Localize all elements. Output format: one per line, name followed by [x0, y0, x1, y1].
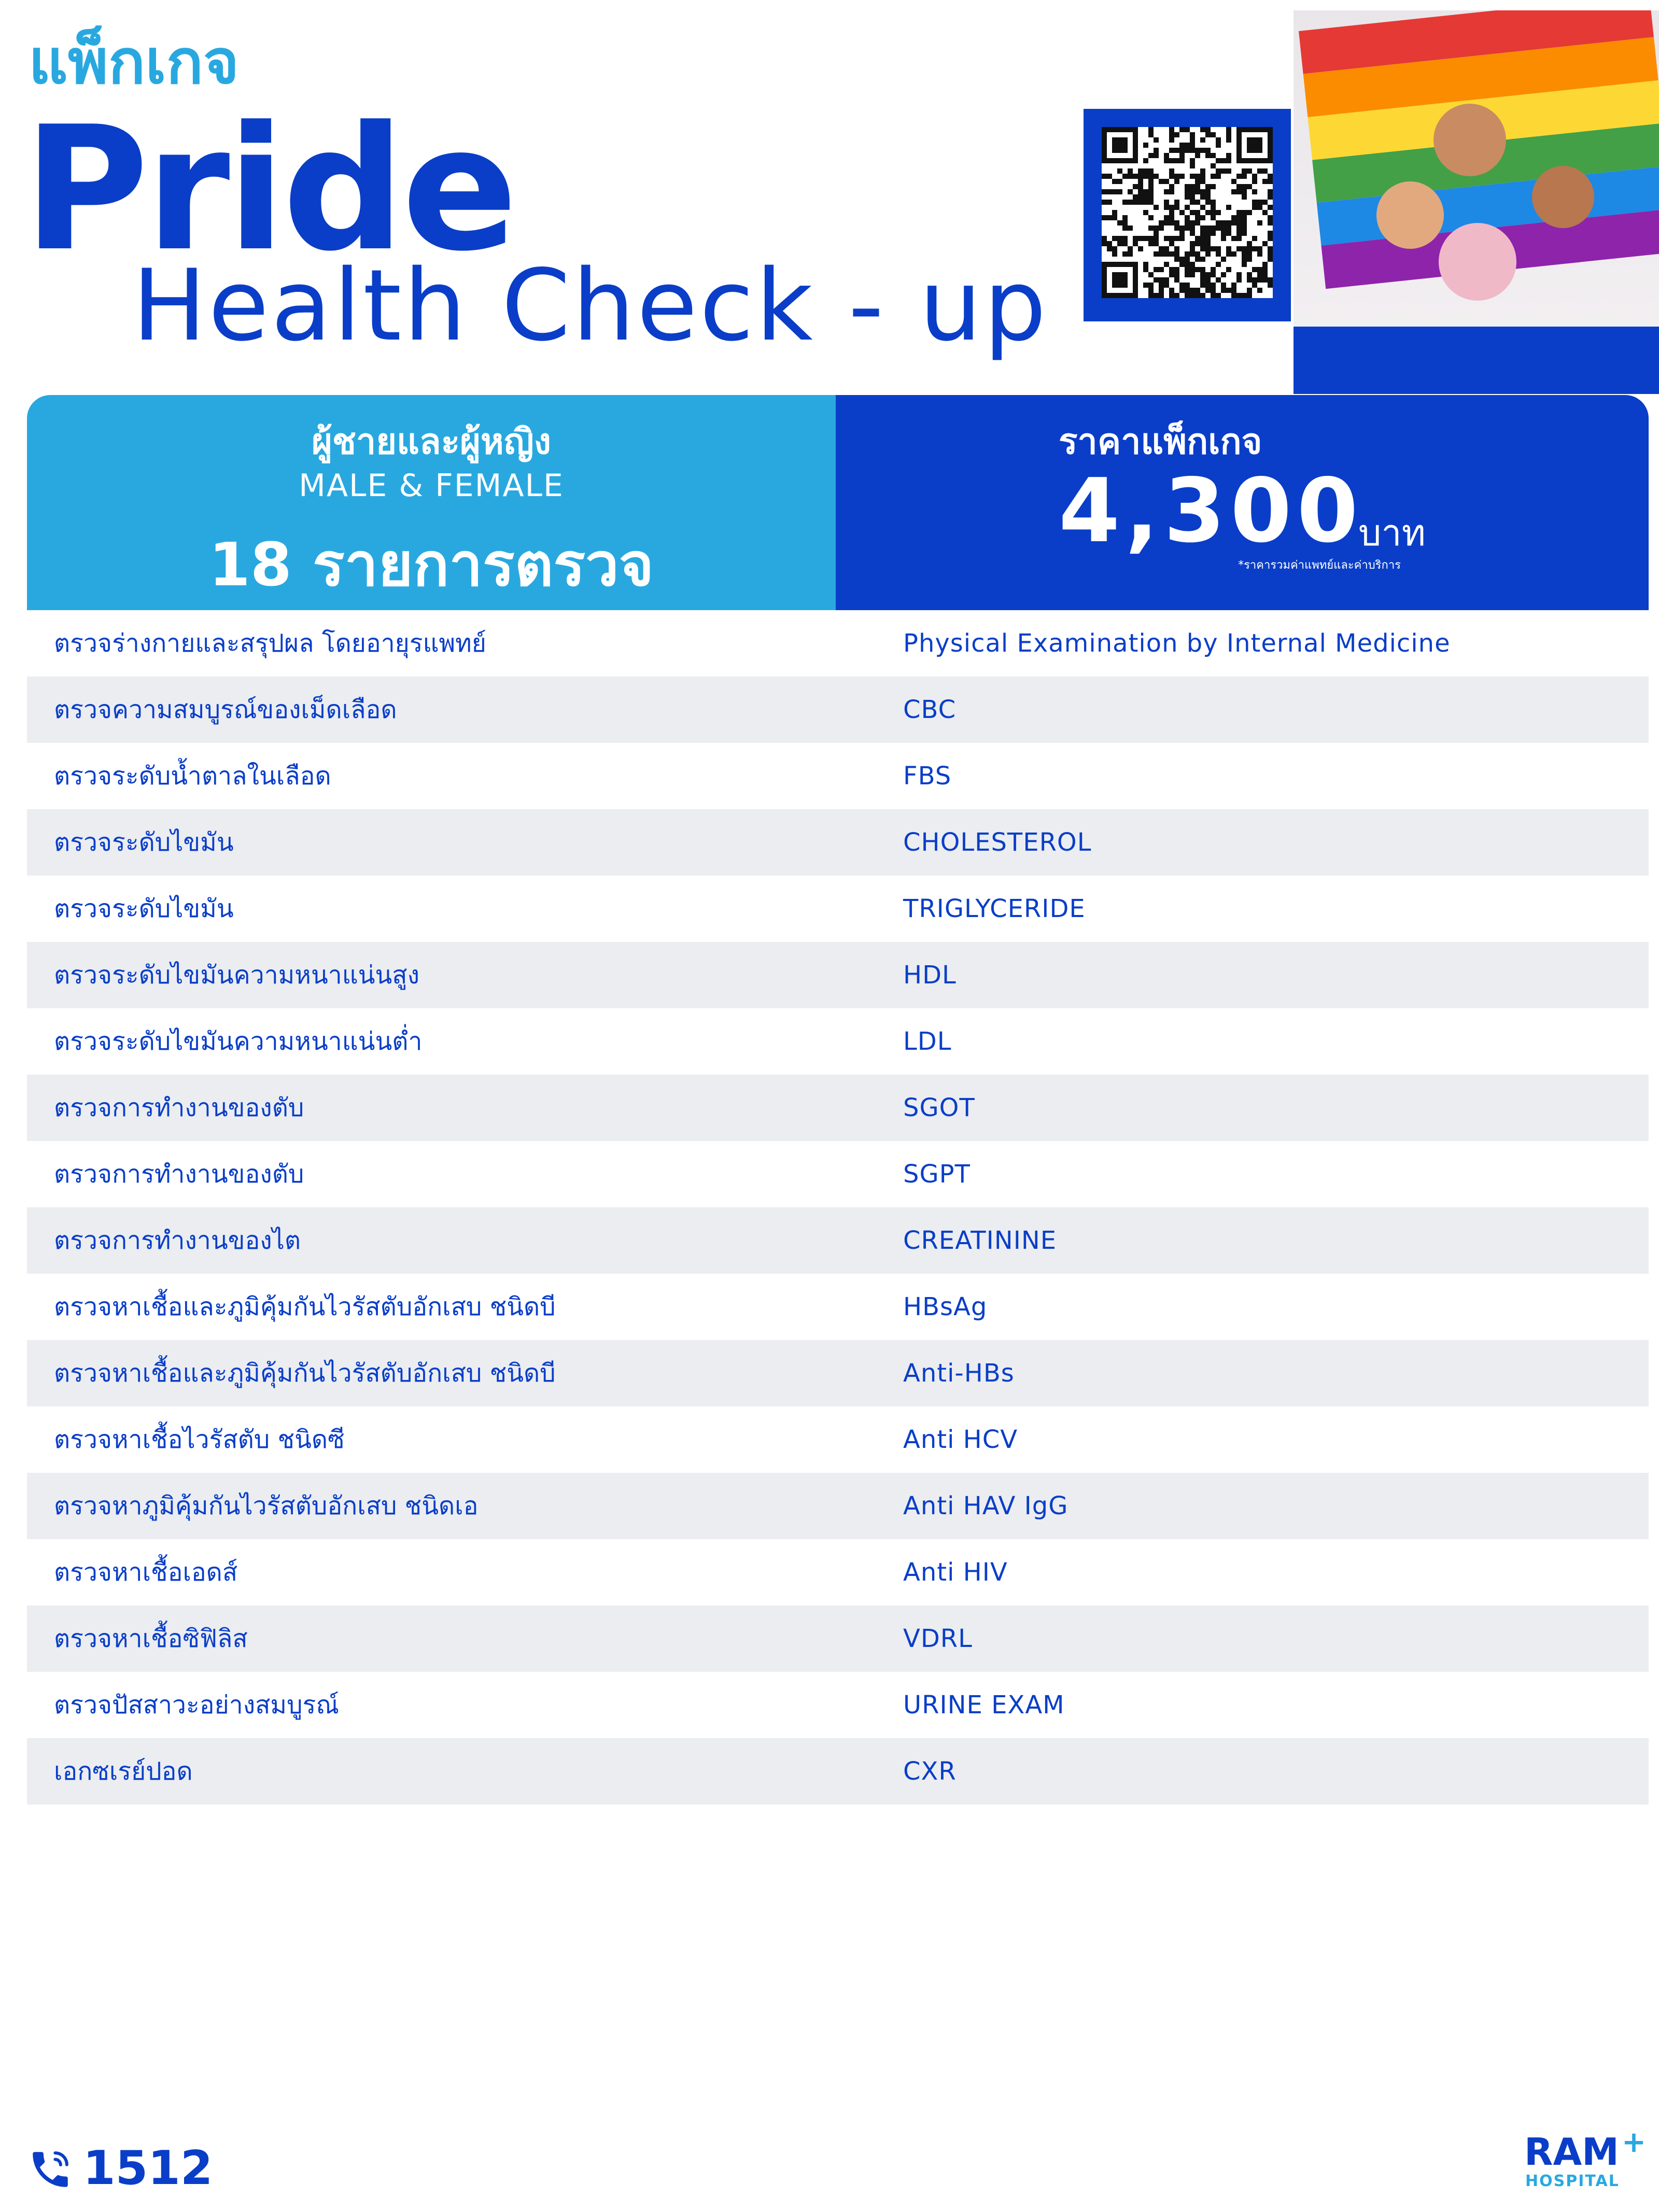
test-name-thai: ตรวจการทำงานของตับ	[54, 1160, 304, 1189]
test-code: Anti-HBs	[903, 1359, 1015, 1388]
price-value: 4,300	[1059, 460, 1363, 562]
test-name-thai: ตรวจหาเชื้อไวรัสตับ ชนิดซี	[54, 1425, 345, 1454]
phone-icon[interactable]	[27, 2146, 74, 2193]
price-currency: บาท	[1358, 512, 1426, 554]
page-title: Pride	[23, 90, 515, 289]
person-3	[1532, 166, 1594, 228]
test-code: SGOT	[903, 1093, 975, 1122]
table-row	[27, 1738, 1649, 1805]
test-name-thai: ตรวจระดับไขมันความหนาแน่นต่ำ	[54, 1027, 423, 1056]
table-row	[27, 1075, 1649, 1141]
test-code: Anti HAV IgG	[903, 1491, 1068, 1520]
phone-number[interactable]: 1512	[83, 2141, 213, 2195]
test-code: CHOLESTEROL	[903, 828, 1092, 857]
test-name-thai: ตรวจหาเชื้อซิฟิลิส	[54, 1624, 248, 1653]
test-code: CREATININE	[903, 1226, 1057, 1255]
test-name-thai: ตรวจร่างกายและสรุปผล โดยอายุรแพทย์	[54, 629, 486, 658]
test-code: TRIGLYCERIDE	[903, 894, 1086, 923]
person-2	[1376, 181, 1444, 249]
table-row	[27, 876, 1649, 942]
test-name-thai: ตรวจหาเชื้อและภูมิคุ้มกันไวรัสตับอักเสบ ชนิดบี	[54, 1292, 556, 1321]
test-name-thai: ตรวจปัสสาวะอย่างสมบูรณ์	[54, 1690, 339, 1720]
package-label: แพ็กเกจ	[29, 26, 240, 97]
table-row	[27, 809, 1649, 876]
test-code: URINE EXAM	[903, 1690, 1065, 1720]
price-note: *ราคารวมค่าแพทย์และค่าบริการ	[1238, 559, 1401, 572]
test-count: 18 รายการตรวจ	[208, 530, 654, 600]
table-row	[27, 1672, 1649, 1738]
test-code: LDL	[903, 1027, 952, 1056]
price-label: ราคาแพ็กเกจ	[1059, 421, 1262, 462]
summary-gender-panel	[27, 395, 836, 610]
gender-english: MALE & FEMALE	[299, 468, 564, 504]
plus-icon: +	[1622, 2125, 1646, 2159]
gender-thai: ผู้ชายและผู้หญิง	[312, 421, 551, 462]
test-name-thai: เอกซเรย์ปอด	[54, 1757, 193, 1786]
table-row	[27, 743, 1649, 809]
test-code: SGPT	[903, 1160, 971, 1189]
table-row	[27, 942, 1649, 1008]
test-name-thai: ตรวจหาเชื้อเอดส์	[54, 1558, 238, 1587]
test-code: HDL	[903, 961, 957, 990]
test-code: CBC	[903, 695, 957, 724]
test-code: Anti HIV	[903, 1558, 1008, 1587]
photo-base	[1294, 327, 1659, 394]
logo-sub-text: HOSPITAL	[1525, 2172, 1620, 2190]
test-code: FBS	[903, 762, 952, 791]
qr-code-frame	[1084, 109, 1291, 321]
test-code: Anti HCV	[903, 1425, 1018, 1454]
test-table	[27, 610, 1649, 1805]
test-name-thai: ตรวจความสมบูรณ์ของเม็ดเลือด	[54, 695, 397, 724]
summary-price-panel	[836, 395, 1649, 610]
table-row	[27, 1207, 1649, 1274]
page-subtitle: Health Check - up	[132, 248, 1049, 363]
table-row	[27, 1008, 1649, 1075]
table-row	[27, 1274, 1649, 1340]
test-code: HBsAg	[903, 1292, 988, 1321]
test-code: CXR	[903, 1757, 957, 1786]
person-1	[1433, 104, 1506, 176]
test-name-thai: ตรวจระดับน้ำตาลในเลือด	[54, 762, 331, 791]
test-code: Physical Examination by Internal Medicine	[903, 629, 1451, 658]
qr-code-icon[interactable]	[1102, 127, 1273, 298]
person-4	[1439, 223, 1516, 301]
table-row	[27, 1539, 1649, 1605]
test-name-thai: ตรวจหาเชื้อและภูมิคุ้มกันไวรัสตับอักเสบ ชนิดบี	[54, 1359, 556, 1388]
table-row	[27, 610, 1649, 677]
table-row	[27, 1340, 1649, 1406]
test-name-thai: ตรวจการทำงานของไต	[54, 1226, 301, 1255]
test-name-thai: ตรวจระดับไขมันความหนาแน่นสูง	[54, 961, 419, 990]
logo-main-text: RAM	[1524, 2130, 1619, 2174]
table-row	[27, 1473, 1649, 1539]
hero-photo	[1294, 10, 1659, 394]
table-row	[27, 677, 1649, 743]
ram-hospital-logo	[1524, 2125, 1649, 2195]
table-row	[27, 1406, 1649, 1473]
test-name-thai: ตรวจระดับไขมัน	[54, 828, 234, 857]
qr-code-pattern	[1102, 127, 1273, 298]
table-row	[27, 1605, 1649, 1672]
test-name-thai: ตรวจระดับไขมัน	[54, 894, 234, 923]
test-name-thai: ตรวจการทำงานของตับ	[54, 1093, 304, 1122]
table-row	[27, 1141, 1649, 1207]
test-name-thai: ตรวจหาภูมิคุ้มกันไวรัสตับอักเสบ ชนิดเอ	[54, 1491, 479, 1520]
test-code: VDRL	[903, 1624, 973, 1653]
